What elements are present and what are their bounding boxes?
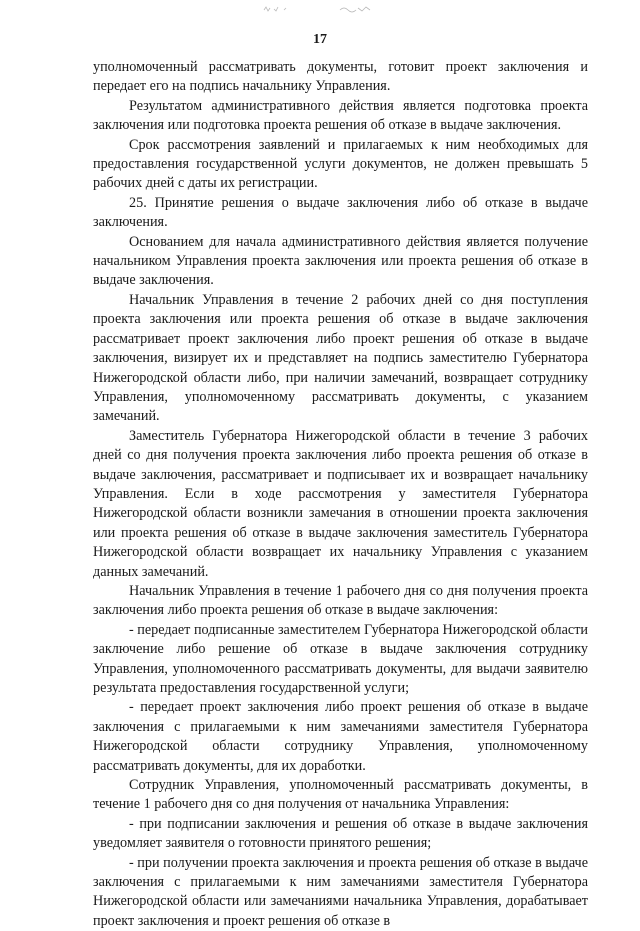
paragraph: Заместитель Губернатора Нижегородской области в течение 3 рабочих дней со дня получения проекта заключения либо проекта решения об отказе в выдаче заключения, рассматривает и подписывает их и возвращает начальнику Управления. Если в ходе рассмотрения у заместителя Губернатора Нижегородской области возникли замечания в отношении проекта заключения или проекта решения об отказе в выдаче заключения заместитель Губернатора Нижегородской области возвращает их начальнику Управления с указанием данных замечаний. bbox=[93, 427, 588, 580]
page-number: 17 bbox=[313, 32, 327, 47]
paragraph: Начальник Управления в течение 1 рабочего дня со дня получения проекта заключения либо проекта решения об отказе в выдаче заключения: bbox=[93, 582, 588, 619]
paragraph: Срок рассмотрения заявлений и прилагаемых к ним необходимых для предоставления государственной услуги документов, не должен превышать 5 рабочих дней с даты их регистрации. bbox=[93, 136, 588, 192]
paragraph: Основанием для начала административного действия является получение начальником Управления проекта заключения или проекта решения об отказе в выдаче заключения. bbox=[93, 233, 588, 289]
paragraph: уполномоченный рассматривать документы, готовит проект заключения и передает его на подпись начальнику Управления. bbox=[93, 59, 588, 95]
paragraph: - передает проект заключения либо проект решения об отказе в выдаче заключения с прилагаемыми к ним замечаниями заместителя Губернатора Нижегородской области сотруднику Управления, уполномоченному рассматривать документы, для их доработки. bbox=[93, 699, 588, 774]
paragraph: - передает подписанные заместителем Губернатора Нижегородской области заключение либо решение об отказе в выдаче заключения сотруднику Управления, уполномоченного рассматривать документы, для выдачи заявителю результата предоставления государственной услуги; bbox=[93, 621, 588, 696]
scan-artifact-mark bbox=[262, 4, 382, 14]
paragraph: Результатом административного действия является подготовка проекта заключения или подготовка проекта решения об отказе в выдаче заключения. bbox=[93, 97, 588, 134]
document-body bbox=[93, 58, 588, 931]
paragraph: 25. Принятие решения о выдаче заключения либо об отказе в выдаче заключения. bbox=[93, 194, 588, 231]
paragraph: - при подписании заключения и решения об отказе в выдаче заключения уведомляет заявителя о готовности принятого решения; bbox=[93, 815, 588, 852]
paragraph: Сотрудник Управления, уполномоченный рассматривать документы, в течение 1 рабочего дня со дня получения от начальника Управления: bbox=[93, 777, 588, 813]
paragraph: - при получении проекта заключения и проекта решения об отказе в выдаче заключения с прилагаемыми к ним замечаниями заместителя Губернатора Нижегородской области или замечаниями начальника Управления, дорабатывает проект заключения и проект решения об отказе в bbox=[93, 854, 588, 929]
paragraph: Начальник Управления в течение 2 рабочих дней со дня поступления проекта заключения или проекта решения об отказе в выдаче заключения рассматривает проект заключения либо проект решения об отказе в выдаче заключения, визирует их и представляет на подпись заместителю Губернатора Нижегородской области либо, при наличии замечаний, возвращает сотруднику Управления, уполномоченному рассматривать документы, с указанием замечаний. bbox=[93, 291, 588, 425]
